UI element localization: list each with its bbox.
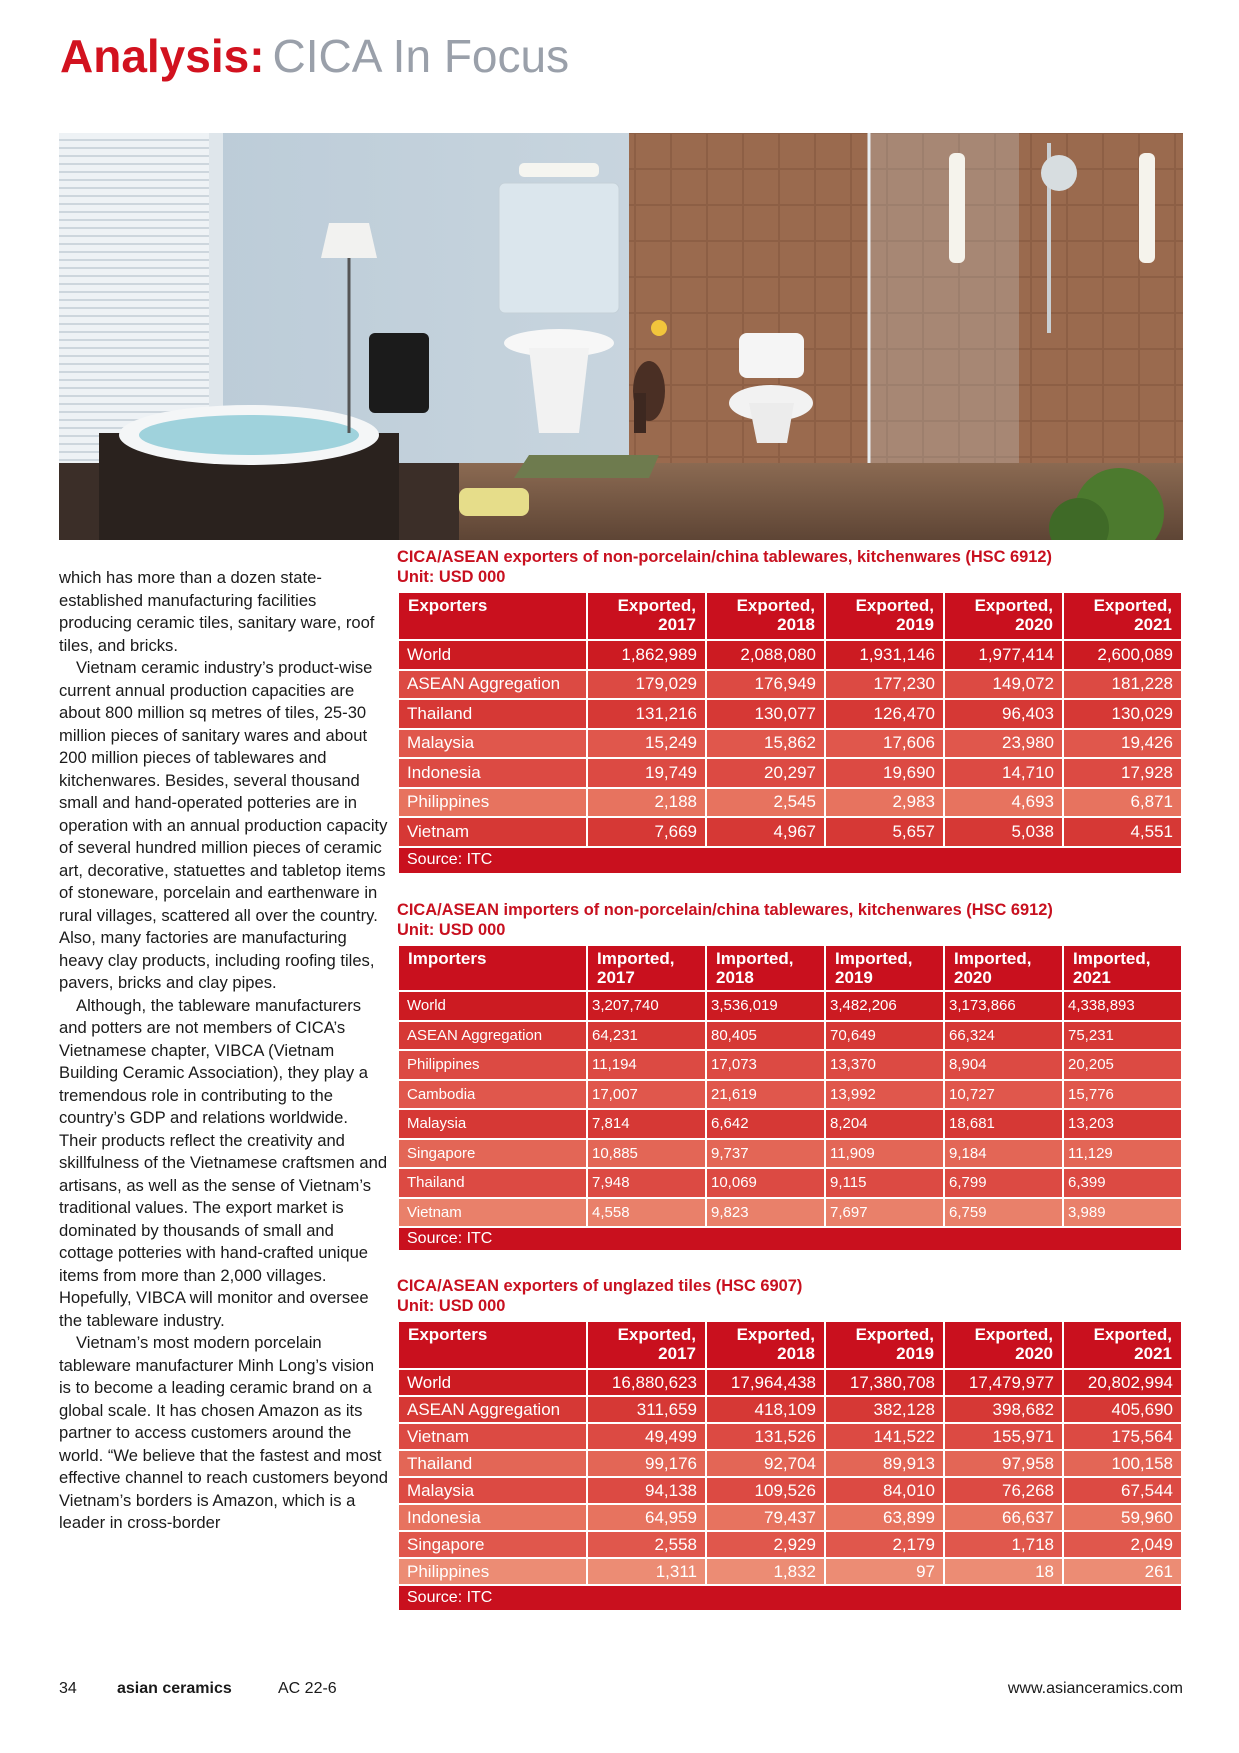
cell: 97,958 [944, 1450, 1063, 1477]
cell: 66,637 [944, 1504, 1063, 1531]
row-label: Thailand [398, 1450, 587, 1477]
cell: 261 [1063, 1558, 1182, 1585]
cell: 7,814 [587, 1109, 706, 1139]
table-row [398, 1369, 1182, 1396]
data-table [397, 944, 1183, 1252]
paragraph: Vietnam ceramic industry’s product-wise current annual production capacities are about 800 million sq metres of tiles, 25-30 million pieces of sanitary wares and about 200 million pieces of tablewares and kitchenwares. Besides, several thousand small and hand-operated potteries are in operation with an annual production capacity of several hundred million pieces of ceramic art, decorative, statuettes and tabletop items of stoneware, porcelain and earthenware in rural villages, scattered all over the country. Also, many factories are manufacturing heavy clay products, including roofing tiles, pavers, bricks and clay pipes. [59, 658, 388, 992]
cell: 13,370 [825, 1050, 944, 1080]
table-row [398, 1080, 1182, 1110]
cell: 3,482,206 [825, 991, 944, 1021]
column-header: Exported, 2020 [944, 592, 1063, 640]
table-row [398, 788, 1182, 818]
paragraph: Vietnam’s most modern porcelain tableware manufacturer Minh Long’s vision is to become a leading ceramic brand on a global scale. It has chosen Amazon as its partner to access customers around the world. “We believe that the fastest and most effective channel to reach customers beyond Vietnam’s borders is Amazon, which is a leader in cross-border [59, 1333, 388, 1532]
cell: 7,697 [825, 1198, 944, 1228]
cell: 64,231 [587, 1021, 706, 1051]
cell: 131,526 [706, 1423, 825, 1450]
column-header: Exported, 2019 [825, 1321, 944, 1369]
cell: 21,619 [706, 1080, 825, 1110]
issue-code: AC 22-6 [278, 1680, 337, 1697]
cell: 177,230 [825, 670, 944, 700]
cell: 175,564 [1063, 1423, 1182, 1450]
cell: 4,338,893 [1063, 991, 1182, 1021]
cell: 92,704 [706, 1450, 825, 1477]
table-row [398, 1423, 1182, 1450]
cell: 11,129 [1063, 1139, 1182, 1169]
cell: 16,880,623 [587, 1369, 706, 1396]
row-label: Singapore [398, 1139, 587, 1169]
row-label: Singapore [398, 1531, 587, 1558]
cell: 15,776 [1063, 1080, 1182, 1110]
row-label: Thailand [398, 699, 587, 729]
cell: 79,437 [706, 1504, 825, 1531]
row-label: Vietnam [398, 1198, 587, 1228]
table-exporters-unglazed-tiles [397, 1276, 1183, 1612]
cell: 6,871 [1063, 788, 1182, 818]
cell: 18,681 [944, 1109, 1063, 1139]
row-label: Philippines [398, 788, 587, 818]
table-source: Source: ITC [398, 1585, 1182, 1611]
table-source-row [398, 1227, 1182, 1251]
cell: 1,832 [706, 1558, 825, 1585]
cell: 405,690 [1063, 1396, 1182, 1423]
cell: 19,749 [587, 758, 706, 788]
table-unit: Unit: USD 000 [397, 921, 506, 939]
cell: 3,989 [1063, 1198, 1182, 1228]
title-section: Analysis: [60, 30, 265, 82]
cell: 10,885 [587, 1139, 706, 1169]
column-header: Imported, 2021 [1063, 945, 1182, 991]
cell: 15,249 [587, 729, 706, 759]
cell: 80,405 [706, 1021, 825, 1051]
table-unit: Unit: USD 000 [397, 1297, 506, 1315]
table-row [398, 729, 1182, 759]
table-title: CICA/ASEAN exporters of unglazed tiles (HSC 6907) [397, 1277, 803, 1295]
cell: 2,983 [825, 788, 944, 818]
column-header: Exporters [398, 1321, 587, 1369]
table-exporters-tableware [397, 547, 1183, 875]
table-row [398, 1450, 1182, 1477]
table-title: CICA/ASEAN exporters of non-porcelain/china tablewares, kitchenwares (HSC 6912) [397, 548, 1052, 566]
bathroom-illustration [59, 133, 1183, 540]
cell: 131,216 [587, 699, 706, 729]
cell: 63,899 [825, 1504, 944, 1531]
row-label: Vietnam [398, 1423, 587, 1450]
table-row [398, 1198, 1182, 1228]
cell: 94,138 [587, 1477, 706, 1504]
cell: 10,727 [944, 1080, 1063, 1110]
cell: 1,311 [587, 1558, 706, 1585]
paragraph: which has more than a dozen state-established manufacturing facilities producing ceramic tiles, sanitary ware, roof tiles, and bricks. [59, 568, 375, 655]
cell: 179,029 [587, 670, 706, 700]
table-row [398, 817, 1182, 847]
column-header: Exporters [398, 592, 587, 640]
column-header: Exported, 2020 [944, 1321, 1063, 1369]
table-row [398, 1477, 1182, 1504]
table-row [398, 1168, 1182, 1198]
cell: 418,109 [706, 1396, 825, 1423]
row-label: ASEAN Aggregation [398, 1396, 587, 1423]
cell: 2,558 [587, 1531, 706, 1558]
table-row [398, 991, 1182, 1021]
cell: 4,693 [944, 788, 1063, 818]
data-table [397, 1320, 1183, 1612]
table-row [398, 1139, 1182, 1169]
cell: 97 [825, 1558, 944, 1585]
row-label: ASEAN Aggregation [398, 1021, 587, 1051]
table-source-row [398, 847, 1182, 874]
cell: 17,928 [1063, 758, 1182, 788]
cell: 10,069 [706, 1168, 825, 1198]
cell: 66,324 [944, 1021, 1063, 1051]
cell: 4,967 [706, 817, 825, 847]
cell: 20,205 [1063, 1050, 1182, 1080]
column-header: Imported, 2019 [825, 945, 944, 991]
data-table [397, 591, 1183, 875]
cell: 398,682 [944, 1396, 1063, 1423]
page-number: 34 [59, 1680, 77, 1697]
cell: 1,977,414 [944, 640, 1063, 670]
cell: 2,545 [706, 788, 825, 818]
cell: 4,551 [1063, 817, 1182, 847]
cell: 3,207,740 [587, 991, 706, 1021]
cell: 99,176 [587, 1450, 706, 1477]
cell: 15,862 [706, 729, 825, 759]
cell: 20,297 [706, 758, 825, 788]
cell: 8,204 [825, 1109, 944, 1139]
row-label: World [398, 640, 587, 670]
column-header: Exported, 2017 [587, 1321, 706, 1369]
row-label: Indonesia [398, 758, 587, 788]
table-header-row [398, 592, 1182, 640]
cell: 8,904 [944, 1050, 1063, 1080]
cell: 6,642 [706, 1109, 825, 1139]
cell: 67,544 [1063, 1477, 1182, 1504]
cell: 17,964,438 [706, 1369, 825, 1396]
table-row [398, 640, 1182, 670]
table-row [398, 1021, 1182, 1051]
cell: 141,522 [825, 1423, 944, 1450]
cell: 4,558 [587, 1198, 706, 1228]
cell: 2,088,080 [706, 640, 825, 670]
cell: 5,038 [944, 817, 1063, 847]
table-importers-tableware [397, 900, 1183, 1252]
cell: 109,526 [706, 1477, 825, 1504]
article-body [59, 567, 389, 1535]
column-header: Exported, 2021 [1063, 592, 1182, 640]
cell: 6,759 [944, 1198, 1063, 1228]
cell: 96,403 [944, 699, 1063, 729]
cell: 6,399 [1063, 1168, 1182, 1198]
cell: 18 [944, 1558, 1063, 1585]
cell: 11,194 [587, 1050, 706, 1080]
cell: 23,980 [944, 729, 1063, 759]
cell: 89,913 [825, 1450, 944, 1477]
cell: 17,073 [706, 1050, 825, 1080]
cell: 126,470 [825, 699, 944, 729]
row-label: Malaysia [398, 1109, 587, 1139]
row-label: ASEAN Aggregation [398, 670, 587, 700]
page-title [60, 28, 569, 84]
cell: 5,657 [825, 817, 944, 847]
row-label: Philippines [398, 1050, 587, 1080]
column-header: Exported, 2019 [825, 592, 944, 640]
cell: 19,426 [1063, 729, 1182, 759]
column-header: Importers [398, 945, 587, 991]
cell: 2,179 [825, 1531, 944, 1558]
cell: 100,158 [1063, 1450, 1182, 1477]
row-label: Cambodia [398, 1080, 587, 1110]
cell: 6,799 [944, 1168, 1063, 1198]
cell: 75,231 [1063, 1021, 1182, 1051]
cell: 130,077 [706, 699, 825, 729]
cell: 176,949 [706, 670, 825, 700]
website-link[interactable]: www.asianceramics.com [1007, 1680, 1183, 1697]
row-label: Malaysia [398, 729, 587, 759]
cell: 2,188 [587, 788, 706, 818]
cell: 14,710 [944, 758, 1063, 788]
table-source: Source: ITC [398, 1227, 1182, 1251]
table-header-row [398, 1321, 1182, 1369]
cell: 3,536,019 [706, 991, 825, 1021]
cell: 17,007 [587, 1080, 706, 1110]
table-row [398, 758, 1182, 788]
table-row [398, 1531, 1182, 1558]
cell: 11,909 [825, 1139, 944, 1169]
cell: 9,184 [944, 1139, 1063, 1169]
cell: 3,173,866 [944, 991, 1063, 1021]
table-row [398, 1504, 1182, 1531]
title-topic: CICA In Focus [272, 30, 570, 82]
table-title: CICA/ASEAN importers of non-porcelain/china tablewares, kitchenwares (HSC 6912) [397, 901, 1053, 919]
table-row [398, 1050, 1182, 1080]
cell: 20,802,994 [1063, 1369, 1182, 1396]
cell: 84,010 [825, 1477, 944, 1504]
table-row [398, 1109, 1182, 1139]
cell: 181,228 [1063, 670, 1182, 700]
table-unit: Unit: USD 000 [397, 568, 506, 586]
cell: 130,029 [1063, 699, 1182, 729]
row-label: World [398, 1369, 587, 1396]
cell: 9,115 [825, 1168, 944, 1198]
cell: 17,380,708 [825, 1369, 944, 1396]
column-header: Exported, 2017 [587, 592, 706, 640]
bathroom-photo [59, 133, 1183, 540]
cell: 9,737 [706, 1139, 825, 1169]
column-header: Imported, 2018 [706, 945, 825, 991]
column-header: Exported, 2021 [1063, 1321, 1182, 1369]
cell: 59,960 [1063, 1504, 1182, 1531]
cell: 149,072 [944, 670, 1063, 700]
table-row [398, 699, 1182, 729]
row-label: Indonesia [398, 1504, 587, 1531]
cell: 7,669 [587, 817, 706, 847]
row-label: Vietnam [398, 817, 587, 847]
cell: 1,718 [944, 1531, 1063, 1558]
cell: 9,823 [706, 1198, 825, 1228]
column-header: Imported, 2017 [587, 945, 706, 991]
cell: 311,659 [587, 1396, 706, 1423]
table-source: Source: ITC [398, 847, 1182, 874]
cell: 2,600,089 [1063, 640, 1182, 670]
table-row [398, 670, 1182, 700]
row-label: Malaysia [398, 1477, 587, 1504]
table-source-row [398, 1585, 1182, 1611]
table-header-row [398, 945, 1182, 991]
cell: 2,929 [706, 1531, 825, 1558]
row-label: Philippines [398, 1558, 587, 1585]
paragraph: Although, the tableware manufacturers and potters are not members of CICA’s Vietnamese chapter, VIBCA (Vietnam Building Ceramic Association), they play a tremendous role in contributing to the country’s GDP and relations worldwide. Their products reflect the creativity and skillfulness of the Vietnamese craftsmen and artisans, as well as the sense of Vietnam’s traditional values. The export market is dominated by thousands of small and cottage potteries with hand-crafted unique items from more than 2,000 villages. Hopefully, VIBCA will monitor and oversee the tableware industry. [59, 995, 388, 1330]
row-label: Thailand [398, 1168, 587, 1198]
cell: 19,690 [825, 758, 944, 788]
table-row [398, 1396, 1182, 1423]
cell: 49,499 [587, 1423, 706, 1450]
table-row [398, 1558, 1182, 1585]
column-header: Exported, 2018 [706, 1321, 825, 1369]
cell: 17,479,977 [944, 1369, 1063, 1396]
cell: 13,203 [1063, 1109, 1182, 1139]
cell: 13,992 [825, 1080, 944, 1110]
cell: 155,971 [944, 1423, 1063, 1450]
magazine-name: asian ceramics [117, 1680, 232, 1697]
cell: 382,128 [825, 1396, 944, 1423]
row-label: World [398, 991, 587, 1021]
cell: 70,649 [825, 1021, 944, 1051]
cell: 17,606 [825, 729, 944, 759]
cell: 64,959 [587, 1504, 706, 1531]
column-header: Exported, 2018 [706, 592, 825, 640]
cell: 7,948 [587, 1168, 706, 1198]
cell: 1,931,146 [825, 640, 944, 670]
cell: 2,049 [1063, 1531, 1182, 1558]
column-header: Imported, 2020 [944, 945, 1063, 991]
cell: 76,268 [944, 1477, 1063, 1504]
cell: 1,862,989 [587, 640, 706, 670]
